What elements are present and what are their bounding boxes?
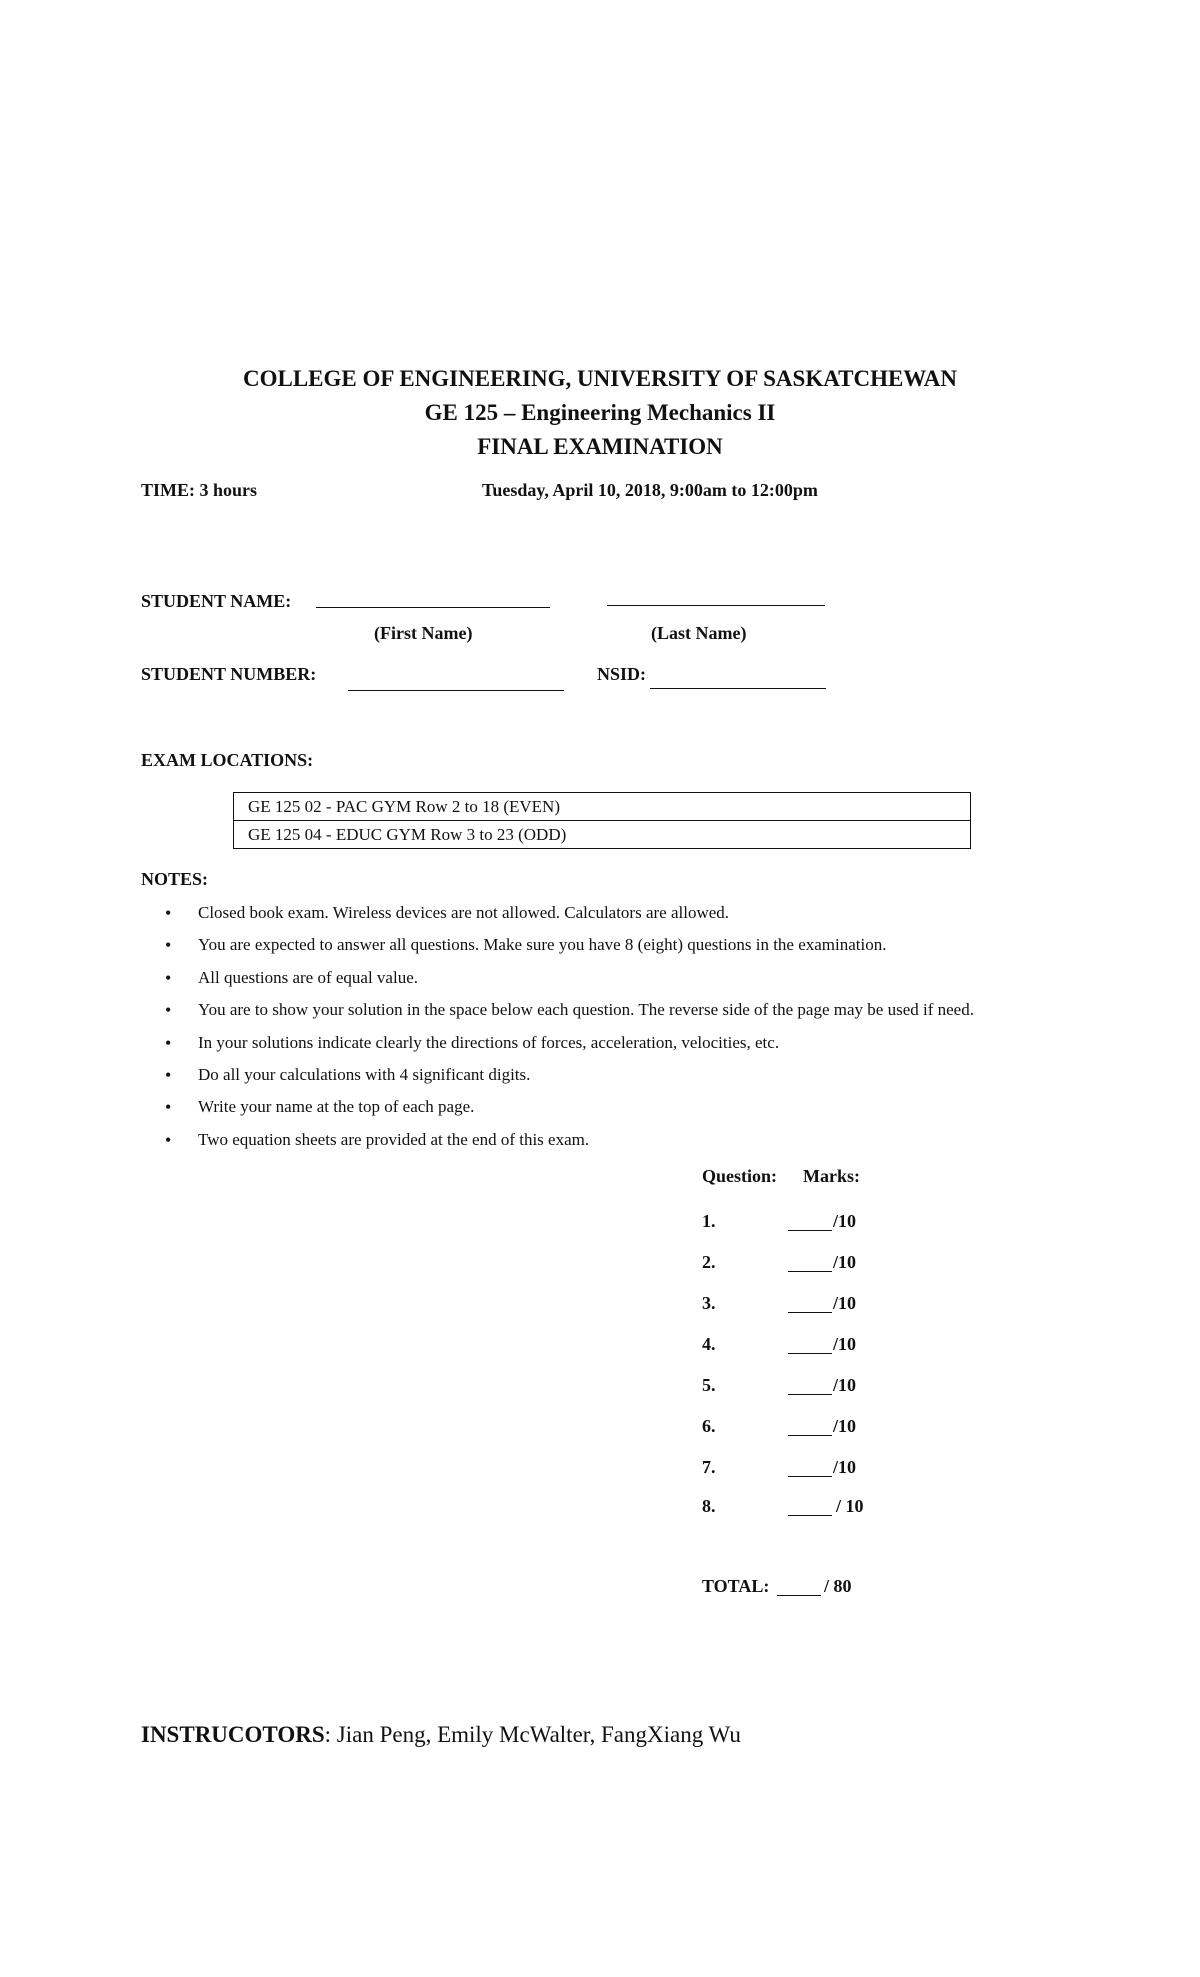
total-out-of: / 80 — [824, 1576, 852, 1596]
question-number: 8. — [702, 1496, 716, 1516]
notes-list — [141, 901, 974, 1160]
location-row — [234, 821, 971, 849]
instructors-names: : Jian Peng, Emily McWalter, FangXiang Wu — [324, 1722, 741, 1747]
student-number-field[interactable] — [348, 690, 564, 691]
last-name-field[interactable] — [607, 605, 825, 606]
question-column-header: Question: — [702, 1166, 778, 1186]
first-name-field[interactable] — [316, 607, 550, 608]
mark-out-of: / 10 — [836, 1496, 864, 1516]
question-number: 3. — [702, 1293, 716, 1313]
note-item: • All questions are of equal value. — [141, 966, 974, 998]
note-item: • Closed book exam. Wireless devices are not allowed. Calculators are allowed. — [141, 901, 974, 933]
location-row — [234, 793, 971, 821]
marks-column-header: Marks: — [803, 1166, 860, 1186]
question-number: 5. — [702, 1375, 716, 1395]
mark-entry-field[interactable] — [788, 1230, 832, 1231]
mark-out-of: /10 — [833, 1252, 857, 1272]
student-name-label: STUDENT NAME: — [141, 591, 292, 611]
note-item: • Write your name at the top of each page. — [141, 1095, 974, 1127]
mark-entry-field[interactable] — [788, 1312, 832, 1313]
course-title: GE 125 – Engineering Mechanics II — [424, 400, 776, 425]
location-cell: GE 125 04 - EDUC GYM Row 3 to 23 (ODD) — [234, 821, 971, 849]
mark-entry-field[interactable] — [788, 1515, 832, 1516]
total-entry-field[interactable] — [777, 1595, 821, 1596]
student-number-label: STUDENT NUMBER: — [141, 664, 317, 684]
mark-entry-field[interactable] — [788, 1353, 832, 1354]
institution-title: COLLEGE OF ENGINEERING, UNIVERSITY OF SASKATCHEWAN — [243, 366, 957, 391]
note-item: • In your solutions indicate clearly the directions of forces, acceleration, velocities, etc. — [141, 1031, 974, 1063]
exam-title: FINAL EXAMINATION — [477, 434, 723, 459]
question-number: 1. — [702, 1211, 716, 1231]
question-number: 6. — [702, 1416, 716, 1436]
instructors-label: INSTRUCOTORS — [141, 1722, 325, 1747]
mark-entry-field[interactable] — [788, 1271, 832, 1272]
mark-out-of: /10 — [833, 1416, 857, 1436]
last-name-caption: (Last Name) — [651, 623, 747, 643]
total-label: TOTAL: — [702, 1576, 770, 1596]
mark-out-of: /10 — [833, 1375, 857, 1395]
exam-duration: TIME: 3 hours — [141, 480, 258, 500]
mark-out-of: /10 — [833, 1457, 857, 1477]
note-item: • Do all your calculations with 4 significant digits. — [141, 1063, 974, 1095]
mark-entry-field[interactable] — [788, 1394, 832, 1395]
nsid-field[interactable] — [650, 688, 826, 689]
question-number: 4. — [702, 1334, 716, 1354]
exam-date: Tuesday, April 10, 2018, 9:00am to 12:00pm — [482, 480, 818, 500]
note-item: • Two equation sheets are provided at the end of this exam. — [141, 1128, 974, 1160]
location-cell: GE 125 02 - PAC GYM Row 2 to 18 (EVEN) — [234, 793, 971, 821]
exam-locations-table — [233, 792, 971, 849]
nsid-label: NSID: — [597, 664, 647, 684]
mark-entry-field[interactable] — [788, 1476, 832, 1477]
mark-entry-field[interactable] — [788, 1435, 832, 1436]
note-item: • You are expected to answer all questions. Make sure you have 8 (eight) questions in the examination. — [141, 933, 974, 965]
notes-label: NOTES: — [141, 869, 209, 889]
note-item: • You are to show your solution in the space below each question. The reverse side of the page may be used if need. — [141, 998, 974, 1030]
question-number: 7. — [702, 1457, 716, 1477]
question-number: 2. — [702, 1252, 716, 1272]
exam-locations-label: EXAM LOCATIONS: — [141, 750, 314, 770]
mark-out-of: /10 — [833, 1211, 857, 1231]
first-name-caption: (First Name) — [374, 623, 473, 643]
mark-out-of: /10 — [833, 1334, 857, 1354]
mark-out-of: /10 — [833, 1293, 857, 1313]
instructors-line — [141, 1722, 741, 1748]
